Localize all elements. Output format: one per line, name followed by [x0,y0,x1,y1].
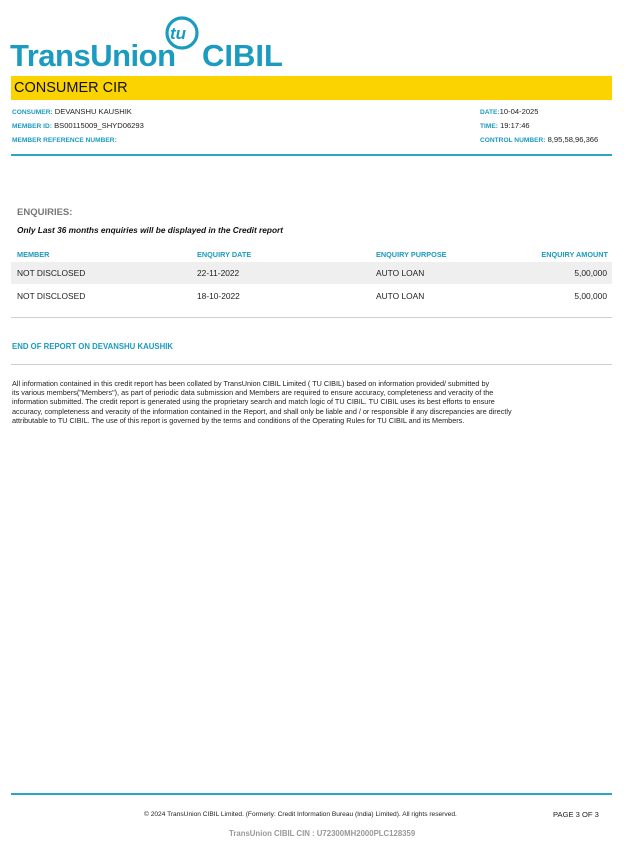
page-number: PAGE 3 OF 3 [553,810,599,819]
member-ref-label: MEMBER REFERENCE NUMBER: [12,137,117,144]
disclaimer-line: All information contained in this credit report has been collated by TransUnion CIBIL Limited ( TU CIBIL) based on information provided/ submitted by [12,379,490,388]
col-enquiry-date: ENQUIRY DATE [197,250,252,259]
table-row [11,285,612,307]
member-id-row [12,121,144,130]
cell-member: NOT DISCLOSED [17,268,86,278]
date-row [480,107,539,116]
time-row [480,121,530,130]
disclaimer-line: its various members("Members"), as part of periodic data submission and Members are required to ensure accuracy, completeness and veracity of the [12,388,494,398]
enquiries-note: Only Last 36 months enquiries will be displayed in the Credit report [17,225,284,235]
end-of-report: END OF REPORT ON DEVANSHU KAUSHIK [12,342,174,351]
logo-tu-mark: tu [170,24,187,43]
logo-transunion-text: TransUnion [10,38,176,72]
col-enquiry-amount: ENQUIRY AMOUNT [541,250,608,259]
cell-amount: 5,00,000 [574,291,607,301]
table-divider [11,317,612,318]
cell-purpose: AUTO LOAN [376,268,425,278]
cell-member: NOT DISCLOSED [17,291,86,301]
date-label: DATE: [480,109,500,116]
cell-purpose: AUTO LOAN [376,291,425,301]
table-row [11,262,612,284]
disclaimer-line: attributable to TU CIBIL. The use of this report is governed by the terms and conditions of the Operating Rules for TU CIBIL and its Members. [12,415,465,425]
control-value: 8,95,58,96,366 [547,135,599,144]
col-member: MEMBER [17,250,50,259]
cell-date: 18-10-2022 [197,291,240,301]
consumer-row [12,107,132,116]
consumer-name: DEVANSHU KAUSHIK [54,107,132,116]
header-divider [11,154,612,156]
control-row [480,135,598,144]
footer-divider [11,793,612,795]
time-value: 19:17:46 [500,121,530,130]
col-enquiry-purpose: ENQUIRY PURPOSE [376,250,447,259]
cell-amount: 5,00,000 [574,268,607,278]
member-ref-row [12,135,117,144]
cell-date: 22-11-2022 [197,268,240,278]
control-label: CONTROL NUMBER: [480,137,546,144]
disclaimer-line: information submitted. The credit report is generated using the proprietary search and match logic of TU CIBIL. TU CIBIL uses its best efforts to ensure [12,397,495,407]
end-divider [11,364,612,365]
logo-cibil-text: CIBIL [202,38,283,72]
member-id-label: MEMBER ID: [12,123,52,130]
time-label: TIME: [480,123,498,130]
footer-copyright: © 2024 TransUnion CIBIL Limited. (Formerly: Credit Information Bureau (India) Limited). All rights reserved. [144,811,457,818]
report-banner [11,76,612,100]
report-title: CONSUMER CIR [14,80,128,96]
transunion-cibil-logo [10,14,286,72]
date-value: 10-04-2025 [499,107,539,116]
member-id-value: BS00115009_SHYD06293 [54,121,144,130]
disclaimer [12,379,612,425]
enquiries-title: ENQUIRIES: [17,207,73,218]
disclaimer-line: accuracy, completeness and veracity of the information contained in the Report, and shall only be liable and / or responsible if any discrepancies are directly [12,406,512,416]
consumer-label: CONSUMER: [12,109,53,116]
footer-cin: TransUnion CIBIL CIN : U72300MH2000PLC128359 [229,829,416,838]
